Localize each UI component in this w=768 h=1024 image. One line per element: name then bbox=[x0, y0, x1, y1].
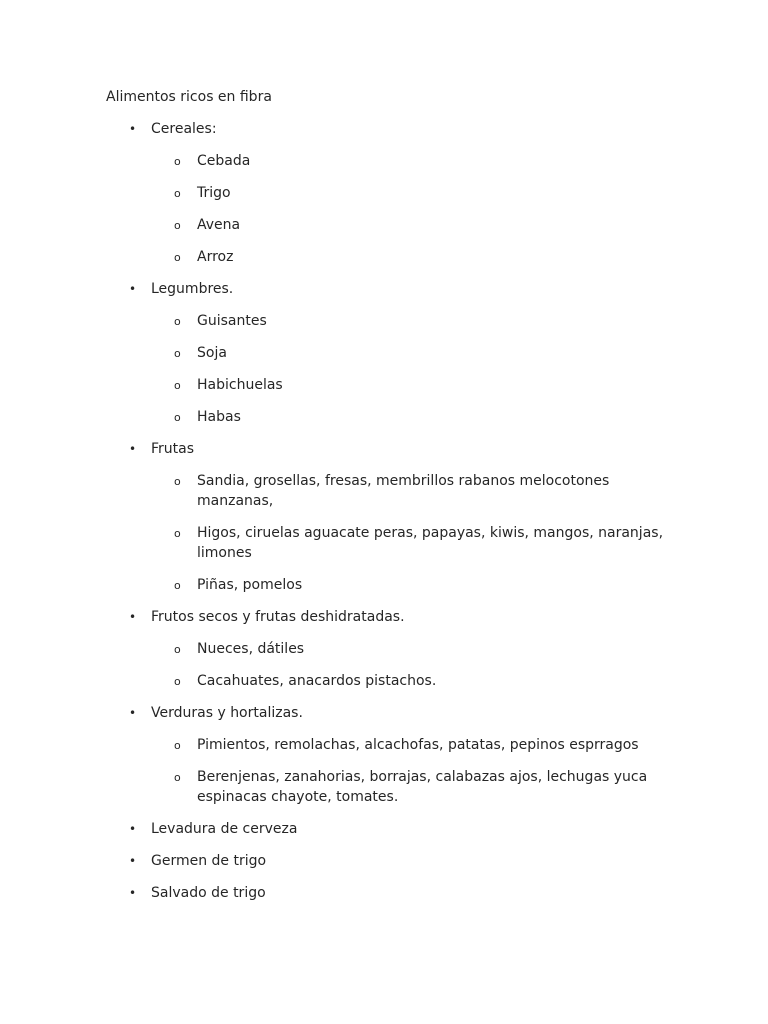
sublist-item: o Cacahuates, anacardos pistachos. bbox=[151, 671, 667, 691]
list-item-verduras bbox=[0, 703, 768, 807]
sublist-item: o Sandia, grosellas, fresas, membrillos rabanos melocotones manzanas, bbox=[151, 471, 667, 511]
sublist-item: o Cebada bbox=[151, 151, 667, 171]
section-label: Frutos secos y frutas deshidratadas. bbox=[151, 609, 405, 625]
sublist-item: o Guisantes bbox=[151, 311, 667, 331]
sublist-frutas bbox=[151, 471, 768, 595]
sublist-item: o Habas bbox=[151, 407, 667, 427]
sublist-legumbres bbox=[151, 311, 768, 427]
sublist-item: o Piñas, pomelos bbox=[151, 575, 667, 595]
list-item-frutos-secos bbox=[0, 607, 768, 691]
sublist-verduras bbox=[151, 735, 768, 807]
section-label: Verduras y hortalizas. bbox=[151, 705, 303, 721]
section-label: Salvado de trigo bbox=[151, 885, 266, 901]
sublist-cereales bbox=[151, 151, 768, 267]
sublist-frutos-secos bbox=[151, 639, 768, 691]
sublist-item: o Nueces, dátiles bbox=[151, 639, 667, 659]
section-label: Frutas bbox=[151, 441, 195, 457]
sublist-item: o Avena bbox=[151, 215, 667, 235]
sublist-item: o Trigo bbox=[151, 183, 667, 203]
list-item-legumbres bbox=[0, 279, 768, 427]
list-item-levadura bbox=[0, 819, 768, 839]
section-label: Levadura de cerveza bbox=[151, 821, 298, 837]
section-label: Cereales: bbox=[151, 121, 217, 137]
sublist-item: o Habichuelas bbox=[151, 375, 667, 395]
list-item-salvado bbox=[0, 883, 768, 903]
document-title: Alimentos ricos en fibra bbox=[106, 89, 272, 105]
list-item-cereales bbox=[0, 119, 768, 267]
section-label: Germen de trigo bbox=[151, 853, 267, 869]
sublist-item: o Berenjenas, zanahorias, borrajas, calabazas ajos, lechugas yuca espinacas chayote, tomates. bbox=[151, 767, 667, 807]
sublist-item: o Soja bbox=[151, 343, 667, 363]
fiber-food-list bbox=[0, 119, 768, 915]
sublist-item: o Arroz bbox=[151, 247, 667, 267]
sublist-item: o Pimientos, remolachas, alcachofas, patatas, pepinos esprragos bbox=[151, 735, 667, 755]
list-item-frutas bbox=[0, 439, 768, 595]
sublist-item: o Higos, ciruelas aguacate peras, papayas, kiwis, mangos, naranjas, limones bbox=[151, 523, 667, 563]
list-item-germen bbox=[0, 851, 768, 871]
section-label: Legumbres. bbox=[151, 281, 234, 297]
